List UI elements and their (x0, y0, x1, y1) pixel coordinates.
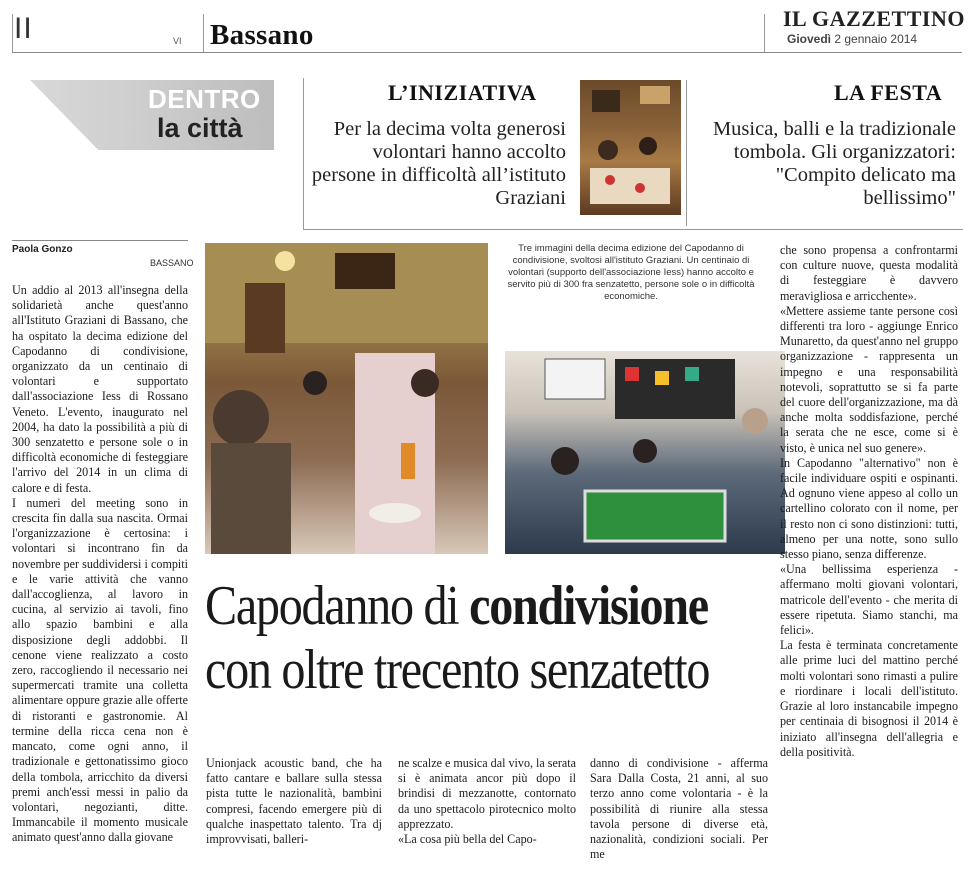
headline-bold: condivisione (469, 575, 708, 637)
author: Paola Gonzo (12, 244, 73, 255)
headline-line-1 (205, 574, 708, 638)
header-rule (12, 52, 962, 53)
teaser-divider (686, 80, 687, 226)
article-column-1 (12, 283, 188, 846)
header-divider-right (764, 14, 765, 52)
foosball-photo-art (505, 351, 785, 554)
col4-paragraph: danno di condivisione - afferma Sara Dalla Costa, 21 anni, al suo terzo anno come volontaria - è la possibilità di riunire alla stessa tavola persone di diverse età, nazionalità, condizioni sociali. Per me (590, 756, 768, 862)
date-text: 2 gennaio 2014 (834, 32, 918, 46)
dinner-photo-art (205, 243, 488, 554)
teaser-photo (580, 80, 681, 215)
weekday: Giovedì (787, 32, 832, 46)
header-divider-mid (203, 14, 204, 52)
col2-paragraph: Unionjack acoustic band, che ha fatto cantare e ballare sulla stessa pista tutte le nazionalità, bambini compresi, facendo emergere più di qualche inaspettato talento. Tra dj improvvisati, balleri- (206, 756, 382, 847)
section-title: Bassano (210, 19, 314, 51)
issue-date (787, 32, 917, 46)
page-number: II (14, 12, 33, 45)
col1-paragraph-1: Un addio al 2013 all'insegna della solidarietà anche quest'anno all'Istituto Graziani di Bassano, che ha ospitato la decima edizione del Capodanno di condivisione, organizzato da un centinaio di volontari e supportato dall'associazione Iess di Rossano Veneto. L'evento, inaugurato nel 2004, ha dato la possibilità a più di 300 senzatetto e persone sole o in difficoltà economiche di festeggiare l'arrivo del 2014 in un clima di calore e di festa. (12, 283, 188, 495)
col5-paragraph-1: che sono propensa a confrontarmi con culture nuove, questa modalità di festeggiare è davvero meravigliosa e arricchente». (780, 243, 958, 303)
article-column-2 (206, 756, 382, 847)
col5-paragraph-2: «Mettere assieme tante persone così differenti tra loro - aggiunge Enrico Munaretto, da quest'anno nel gruppo organizzazione - rappresenta un impegno e una responsabilità notevoli, soprattutto se si fa parte del cuore dell'organizzazione, ma dà anche molta soddisfazione, perché la serata che ne esce, come si è visto, è unica nel suo genere». (780, 303, 958, 455)
headline-line-2: con oltre trecento senzatetto (205, 639, 710, 701)
col5-paragraph-4: «Una bellissima esperienza - affermano molti giovani volontari, matricole dell'evento - che merita di essere ripetuta. Siamo stanchi, ma felici». (780, 562, 958, 638)
photo-dinner-table (205, 243, 488, 554)
article-column-3 (398, 756, 576, 847)
photo-caption: Tre immagini della decima edizione del Capodanno di condivisione, svoltosi all'istituto Graziani. Un centinaio di volontari (supporto dell'associazione Iess) hanno accolto e servito più di 300 fra senzatetto, persone sole o in difficoltà economiche. (507, 243, 755, 302)
byline-rule (12, 240, 188, 241)
headline (205, 574, 710, 702)
banner-line-1: DENTRO (148, 84, 261, 114)
col3-paragraph-1: ne scalze e musica dal vivo, la serata si è animata ancor più dopo il brindisi di mezzanotte, contornato da uno spettacolo pirotecnico molto apprezzato. (398, 756, 576, 831)
photo-foosball (505, 351, 785, 554)
col5-paragraph-5: La festa è terminata concretamente alle prime luci del mattino perché molti volontari sono rimasti a pulire e riordinare i locali dell'istituto. Grazie al loro instancabile impegno per centinaia di bisognosi il 2014 è iniziato all'insegna dell'allegria e della positività. (780, 638, 958, 759)
teaser-photo-art (580, 80, 681, 215)
masthead: IL GAZZETTINO (783, 6, 965, 31)
col5-paragraph-3: In Capodanno "alternativo" non è facile individuare ospiti e ospinanti. Ad ognuno viene appeso al collo un cartellino colorato con il nome, per il resto non ci sono distinzioni: tutti, almeno per una notte, sono sullo stesso piano, senza differenze. (780, 455, 958, 562)
teaser-right-text: Musica, balli e la tradizionale tombola. Gli organizzatori: "Compito delicato ma bellissimo" (712, 118, 956, 209)
dateline: BASSANO (150, 258, 194, 268)
teaser-right-kicker: LA FESTA (834, 80, 943, 105)
headline-pre: Capodanno di (205, 575, 470, 637)
teaser-left-kicker: L’INIZIATIVA (388, 80, 537, 105)
article-column-5 (780, 243, 958, 760)
banner-line-2: la città (157, 113, 243, 143)
col3-paragraph-2: «La cosa più bella del Capo- (398, 832, 537, 847)
col1-paragraph-2: I numeri del meeting sono in crescita fin dalla sua nascita. Ormai l'organizzazione è certosina: i volontari si incontrano fin da novembre per suddividersi i compiti e le varie attività che vanno dall'accoglienza, al lavoro in cucina, al servizio ai tavoli, fino allo spazio bambini e alla disposizione degli addobbi. Il cenone viene realizzato a costo zero, raccogliendo il necessario nei supermercati tramite una colletta alimentare oppure grazie alle offerte di ristoranti e gastronomie. Al termine della ricca cena non è mancato, come ogni anno, il tradizionale e gettonatissimo gioco della tombola, arricchito da diversi premi anch'essi messi in palio da volontari, negozianti, ditte. Immancabile il momento musicale animato quest'anno dalla giovane (12, 495, 188, 845)
header-divider-left (12, 14, 13, 52)
page-roman-numeral: VI (173, 36, 182, 46)
teaser-left-text: Per la decima volta generosi volontari hanno accolto persone in difficoltà all’istituto Graziani (311, 118, 566, 209)
article-column-4 (590, 756, 768, 862)
